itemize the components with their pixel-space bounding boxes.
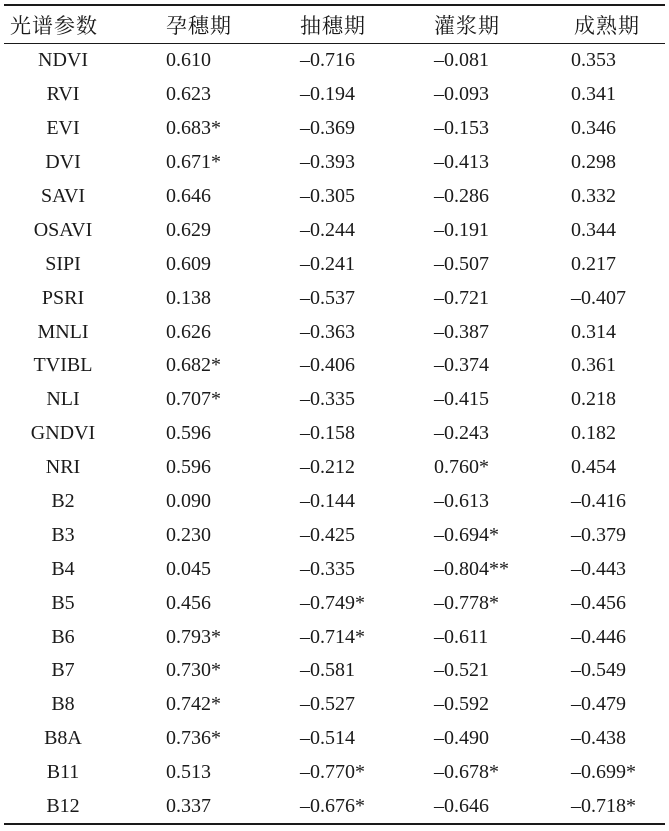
cell-filling: –0.613 (434, 490, 489, 513)
cell-booting: 0.610 (166, 49, 211, 72)
header-maturity-stage: 成熟期 (574, 13, 640, 38)
table-row (4, 315, 665, 349)
cell-booting: 0.629 (166, 218, 211, 241)
cell-parameter: MNLI (37, 320, 89, 343)
cell-filling: –0.778* (434, 591, 499, 614)
cell-parameter: B4 (51, 557, 75, 580)
cell-maturity: 0.361 (571, 354, 616, 377)
table-row (4, 281, 665, 315)
cell-heading: –0.425 (300, 523, 355, 546)
cell-maturity: 0.217 (571, 252, 616, 275)
cell-parameter: NRI (45, 456, 81, 479)
cell-heading: –0.335 (300, 388, 355, 411)
correlation-table-container (4, 4, 665, 825)
table-row (4, 518, 665, 552)
cell-parameter: B12 (46, 795, 80, 818)
cell-filling: –0.490 (434, 727, 489, 750)
cell-maturity: –0.407 (571, 286, 626, 309)
cell-parameter: DVI (45, 151, 81, 174)
cell-heading: –0.305 (300, 185, 355, 207)
cell-booting: 0.682* (166, 354, 221, 377)
header-filling-stage: 灌浆期 (434, 13, 500, 38)
table-row (4, 213, 665, 247)
cell-heading: –0.714* (300, 625, 365, 648)
cell-heading: –0.537 (300, 286, 355, 309)
correlation-table (4, 4, 665, 825)
cell-maturity: 0.341 (571, 83, 616, 106)
cell-booting: 0.623 (166, 83, 211, 106)
cell-maturity: 0.353 (571, 49, 616, 72)
cell-filling: –0.286 (434, 185, 489, 207)
cell-parameter: B3 (51, 523, 75, 546)
cell-booting: 0.090 (166, 490, 211, 513)
cell-heading: –0.244 (300, 218, 355, 241)
table-row (4, 146, 665, 180)
cell-maturity: 0.332 (571, 185, 616, 207)
cell-parameter: NDVI (38, 49, 88, 72)
cell-maturity: –0.446 (571, 625, 626, 648)
table-row (4, 383, 665, 417)
cell-heading: –0.158 (300, 422, 355, 445)
cell-booting: 0.230 (166, 523, 211, 546)
cell-maturity: –0.479 (571, 693, 626, 716)
cell-maturity: –0.443 (571, 557, 626, 580)
cell-filling: –0.081 (434, 49, 489, 72)
cell-filling: –0.415 (434, 388, 489, 411)
table-body (4, 44, 665, 825)
cell-parameter: PSRI (41, 286, 85, 309)
cell-filling: –0.611 (434, 625, 489, 648)
cell-parameter: B8 (51, 693, 75, 716)
cell-parameter: OSAVI (33, 218, 93, 241)
cell-booting: 0.736* (166, 727, 221, 750)
cell-filling: –0.153 (434, 117, 489, 140)
cell-parameter: B8A (44, 727, 82, 750)
cell-filling: –0.521 (434, 659, 489, 682)
cell-heading: –0.581 (300, 659, 355, 682)
cell-filling: –0.721 (434, 286, 489, 309)
cell-maturity: 0.298 (571, 151, 616, 174)
cell-filling: –0.243 (434, 422, 489, 445)
cell-booting: 0.045 (166, 557, 211, 580)
cell-filling: –0.646 (434, 795, 489, 818)
cell-maturity: 0.314 (571, 320, 616, 343)
cell-booting: 0.456 (166, 591, 211, 614)
cell-maturity: –0.416 (571, 490, 626, 513)
table-row (4, 349, 665, 383)
cell-heading: –0.527 (300, 693, 355, 716)
cell-filling: –0.592 (434, 693, 489, 716)
cell-parameter: GNDVI (30, 422, 96, 445)
header-heading-stage: 抽穗期 (300, 13, 366, 38)
cell-heading: –0.335 (300, 557, 355, 580)
header-booting-stage: 孕穗期 (166, 13, 232, 38)
cell-filling: –0.413 (434, 151, 489, 174)
cell-parameter: NLI (46, 388, 80, 411)
cell-heading: –0.393 (300, 151, 355, 174)
cell-maturity: 0.346 (571, 117, 616, 140)
cell-parameter: B2 (51, 490, 75, 513)
cell-maturity: –0.438 (571, 727, 626, 750)
cell-heading: –0.716 (300, 49, 355, 72)
cell-parameter: B11 (46, 761, 80, 784)
cell-filling: –0.507 (434, 252, 489, 275)
cell-booting: 0.337 (166, 795, 211, 818)
cell-heading: –0.770* (300, 761, 365, 784)
table-row (4, 756, 665, 790)
cell-filling: –0.093 (434, 83, 489, 106)
cell-booting: 0.646 (166, 185, 211, 207)
table-row (4, 78, 665, 112)
cell-heading: –0.369 (300, 117, 355, 140)
cell-maturity: –0.699* (571, 761, 636, 784)
cell-heading: –0.241 (300, 252, 355, 275)
cell-filling: –0.804** (434, 557, 509, 580)
cell-maturity: 0.182 (571, 422, 616, 445)
cell-filling: –0.387 (434, 320, 489, 343)
cell-heading: –0.363 (300, 320, 355, 343)
cell-heading: –0.144 (300, 490, 355, 513)
table-row (4, 485, 665, 519)
table-row (4, 247, 665, 281)
cell-booting: 0.596 (166, 422, 211, 445)
cell-booting: 0.742* (166, 693, 221, 716)
cell-maturity: –0.549 (571, 659, 626, 682)
table-row (4, 620, 665, 654)
cell-maturity: –0.718* (571, 795, 636, 818)
table-row (4, 112, 665, 146)
cell-booting: 0.513 (166, 761, 211, 784)
table-row (4, 451, 665, 485)
cell-parameter: SIPI (45, 252, 81, 275)
cell-parameter: EVI (46, 117, 80, 140)
cell-filling: 0.760* (434, 456, 489, 479)
cell-booting: 0.671* (166, 151, 221, 174)
table-row (4, 417, 665, 451)
cell-filling: –0.374 (434, 354, 489, 377)
table-header-row (4, 5, 665, 44)
cell-booting: 0.793* (166, 625, 221, 648)
table-row (4, 790, 665, 825)
cell-heading: –0.514 (300, 727, 355, 750)
cell-filling: –0.191 (434, 218, 489, 241)
cell-parameter: B7 (51, 659, 75, 682)
cell-maturity: 0.344 (571, 218, 616, 241)
table-row (4, 722, 665, 756)
cell-maturity: 0.218 (571, 388, 616, 411)
cell-heading: –0.749* (300, 591, 365, 614)
cell-parameter: B6 (51, 625, 75, 648)
cell-heading: –0.676* (300, 795, 365, 818)
table-row (4, 44, 665, 78)
cell-booting: 0.683* (166, 117, 221, 140)
cell-booting: 0.138 (166, 286, 211, 309)
cell-maturity: –0.456 (571, 591, 626, 614)
cell-parameter: B5 (51, 591, 75, 614)
cell-parameter: TVIBL (33, 354, 93, 377)
cell-heading: –0.212 (300, 456, 355, 479)
cell-parameter: SAVI (40, 185, 86, 207)
cell-filling: –0.678* (434, 761, 499, 784)
cell-parameter: RVI (46, 83, 80, 106)
table-row (4, 552, 665, 586)
table-row (4, 180, 665, 214)
header-spectral-parameter: 光谱参数 (10, 13, 98, 38)
table-row (4, 654, 665, 688)
cell-heading: –0.406 (300, 354, 355, 377)
cell-filling: –0.694* (434, 523, 499, 546)
cell-maturity: –0.379 (571, 523, 626, 546)
cell-booting: 0.609 (166, 252, 211, 275)
table-row (4, 586, 665, 620)
cell-booting: 0.730* (166, 659, 221, 682)
cell-booting: 0.707* (166, 388, 221, 411)
cell-booting: 0.626 (166, 320, 211, 343)
cell-booting: 0.596 (166, 456, 211, 479)
cell-maturity: 0.454 (571, 456, 616, 479)
table-row (4, 688, 665, 722)
cell-heading: –0.194 (300, 83, 355, 106)
